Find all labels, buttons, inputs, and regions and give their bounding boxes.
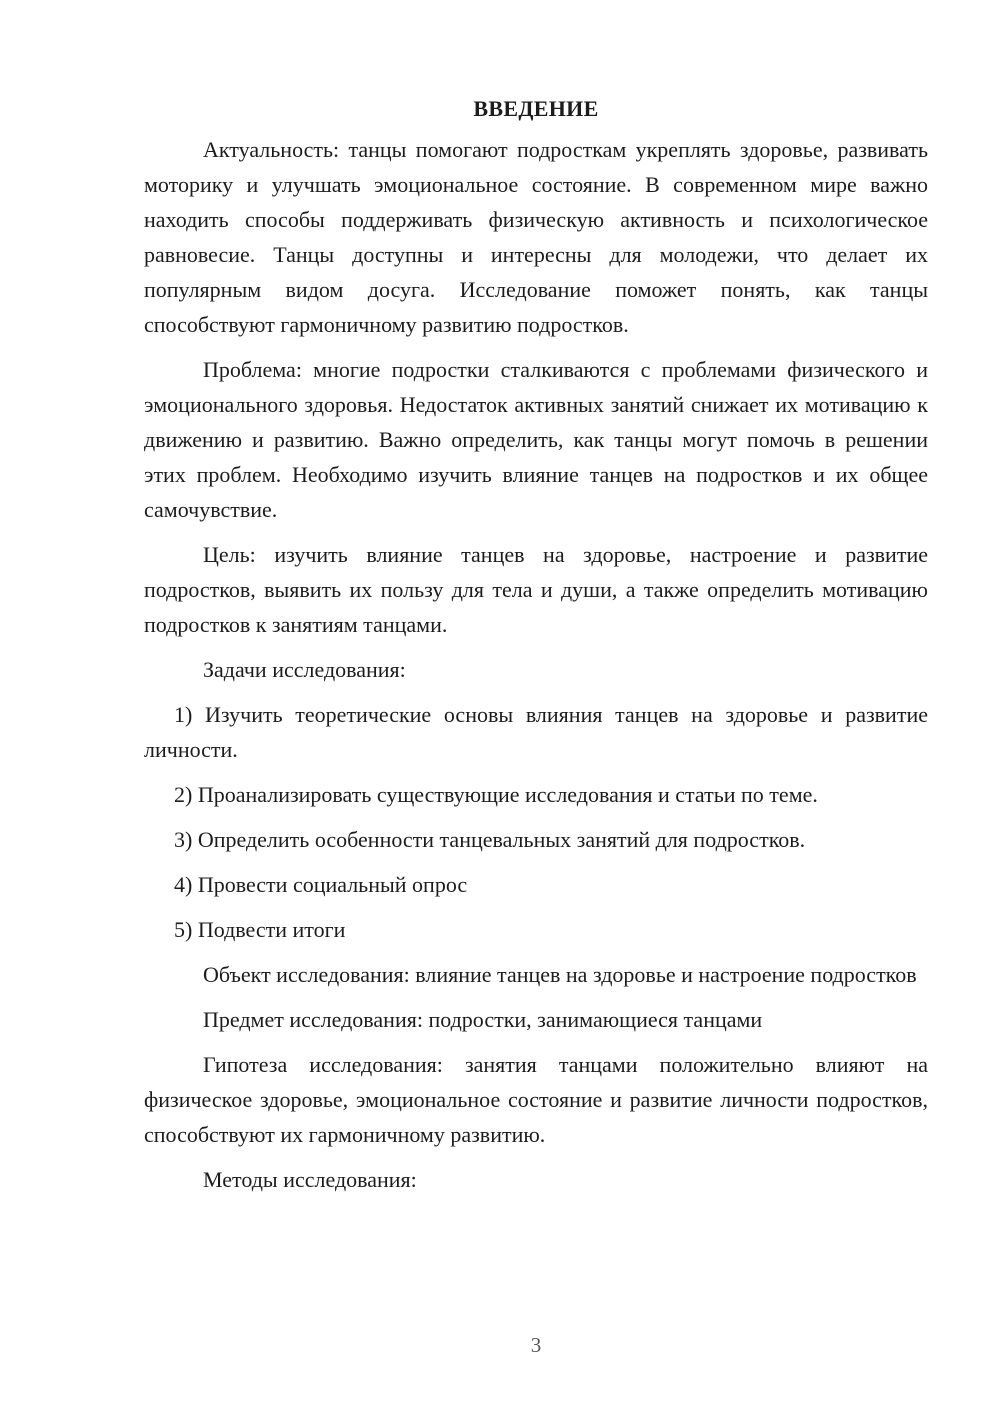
page-number: 3: [530, 1333, 542, 1357]
tasks-title: Задачи исследования:: [203, 657, 406, 682]
paragraph-hypothesis: Гипотеза исследования: занятия танцами положительно влияют на физическое здоровье, эмоциональное состояние и развитие личности подростков, способствуют их гармоничному развитию.: [144, 1052, 928, 1147]
task-item-3: 3) Определить особенности танцевальных занятий для подростков.: [174, 827, 806, 852]
paragraph-problem: Проблема: многие подростки сталкиваются с проблемами физического и эмоционального здоровья. Недостаток активных занятий снижает их мотивацию к движению и развитию. Важно определить, как танцы могут помочь в решении этих проблем. Необходимо изучить влияние танцев на подростков и их общее самочувствие.: [144, 357, 928, 522]
document-page: [144, 92, 928, 1197]
task-item-2: 2) Проанализировать существующие исследования и статьи по теме.: [174, 782, 818, 807]
paragraph-relevance: Актуальность: танцы помогают подросткам укреплять здоровье, развивать моторику и улучшать эмоциональное состояние. В современном мире важно находить способы поддерживать физическую активность и психологическое равновесие. Танцы доступны и интересны для молодежи, что делает их популярным видом досуга. Исследование поможет понять, как танцы способствуют гармоничному развитию подростков.: [144, 137, 928, 337]
paragraph-object: Объект исследования: влияние танцев на здоровье и настроение подростков: [203, 962, 917, 987]
task-item-4: 4) Провести социальный опрос: [174, 872, 468, 897]
task-item-1: 1) Изучить теоретические основы влияния танцев на здоровье и развитие личности.: [144, 702, 928, 762]
methods-title: Методы исследования:: [203, 1167, 417, 1192]
paragraph-subject: Предмет исследования: подростки, занимающиеся танцами: [203, 1007, 763, 1032]
page-title: ВВЕДЕНИЕ: [473, 96, 599, 121]
paragraph-goal: Цель: изучить влияние танцев на здоровье, настроение и развитие подростков, выявить их пользу для тела и души, а также определить мотивацию подростков к занятиям танцами.: [144, 542, 928, 637]
task-item-5: 5) Подвести итоги: [174, 917, 346, 942]
